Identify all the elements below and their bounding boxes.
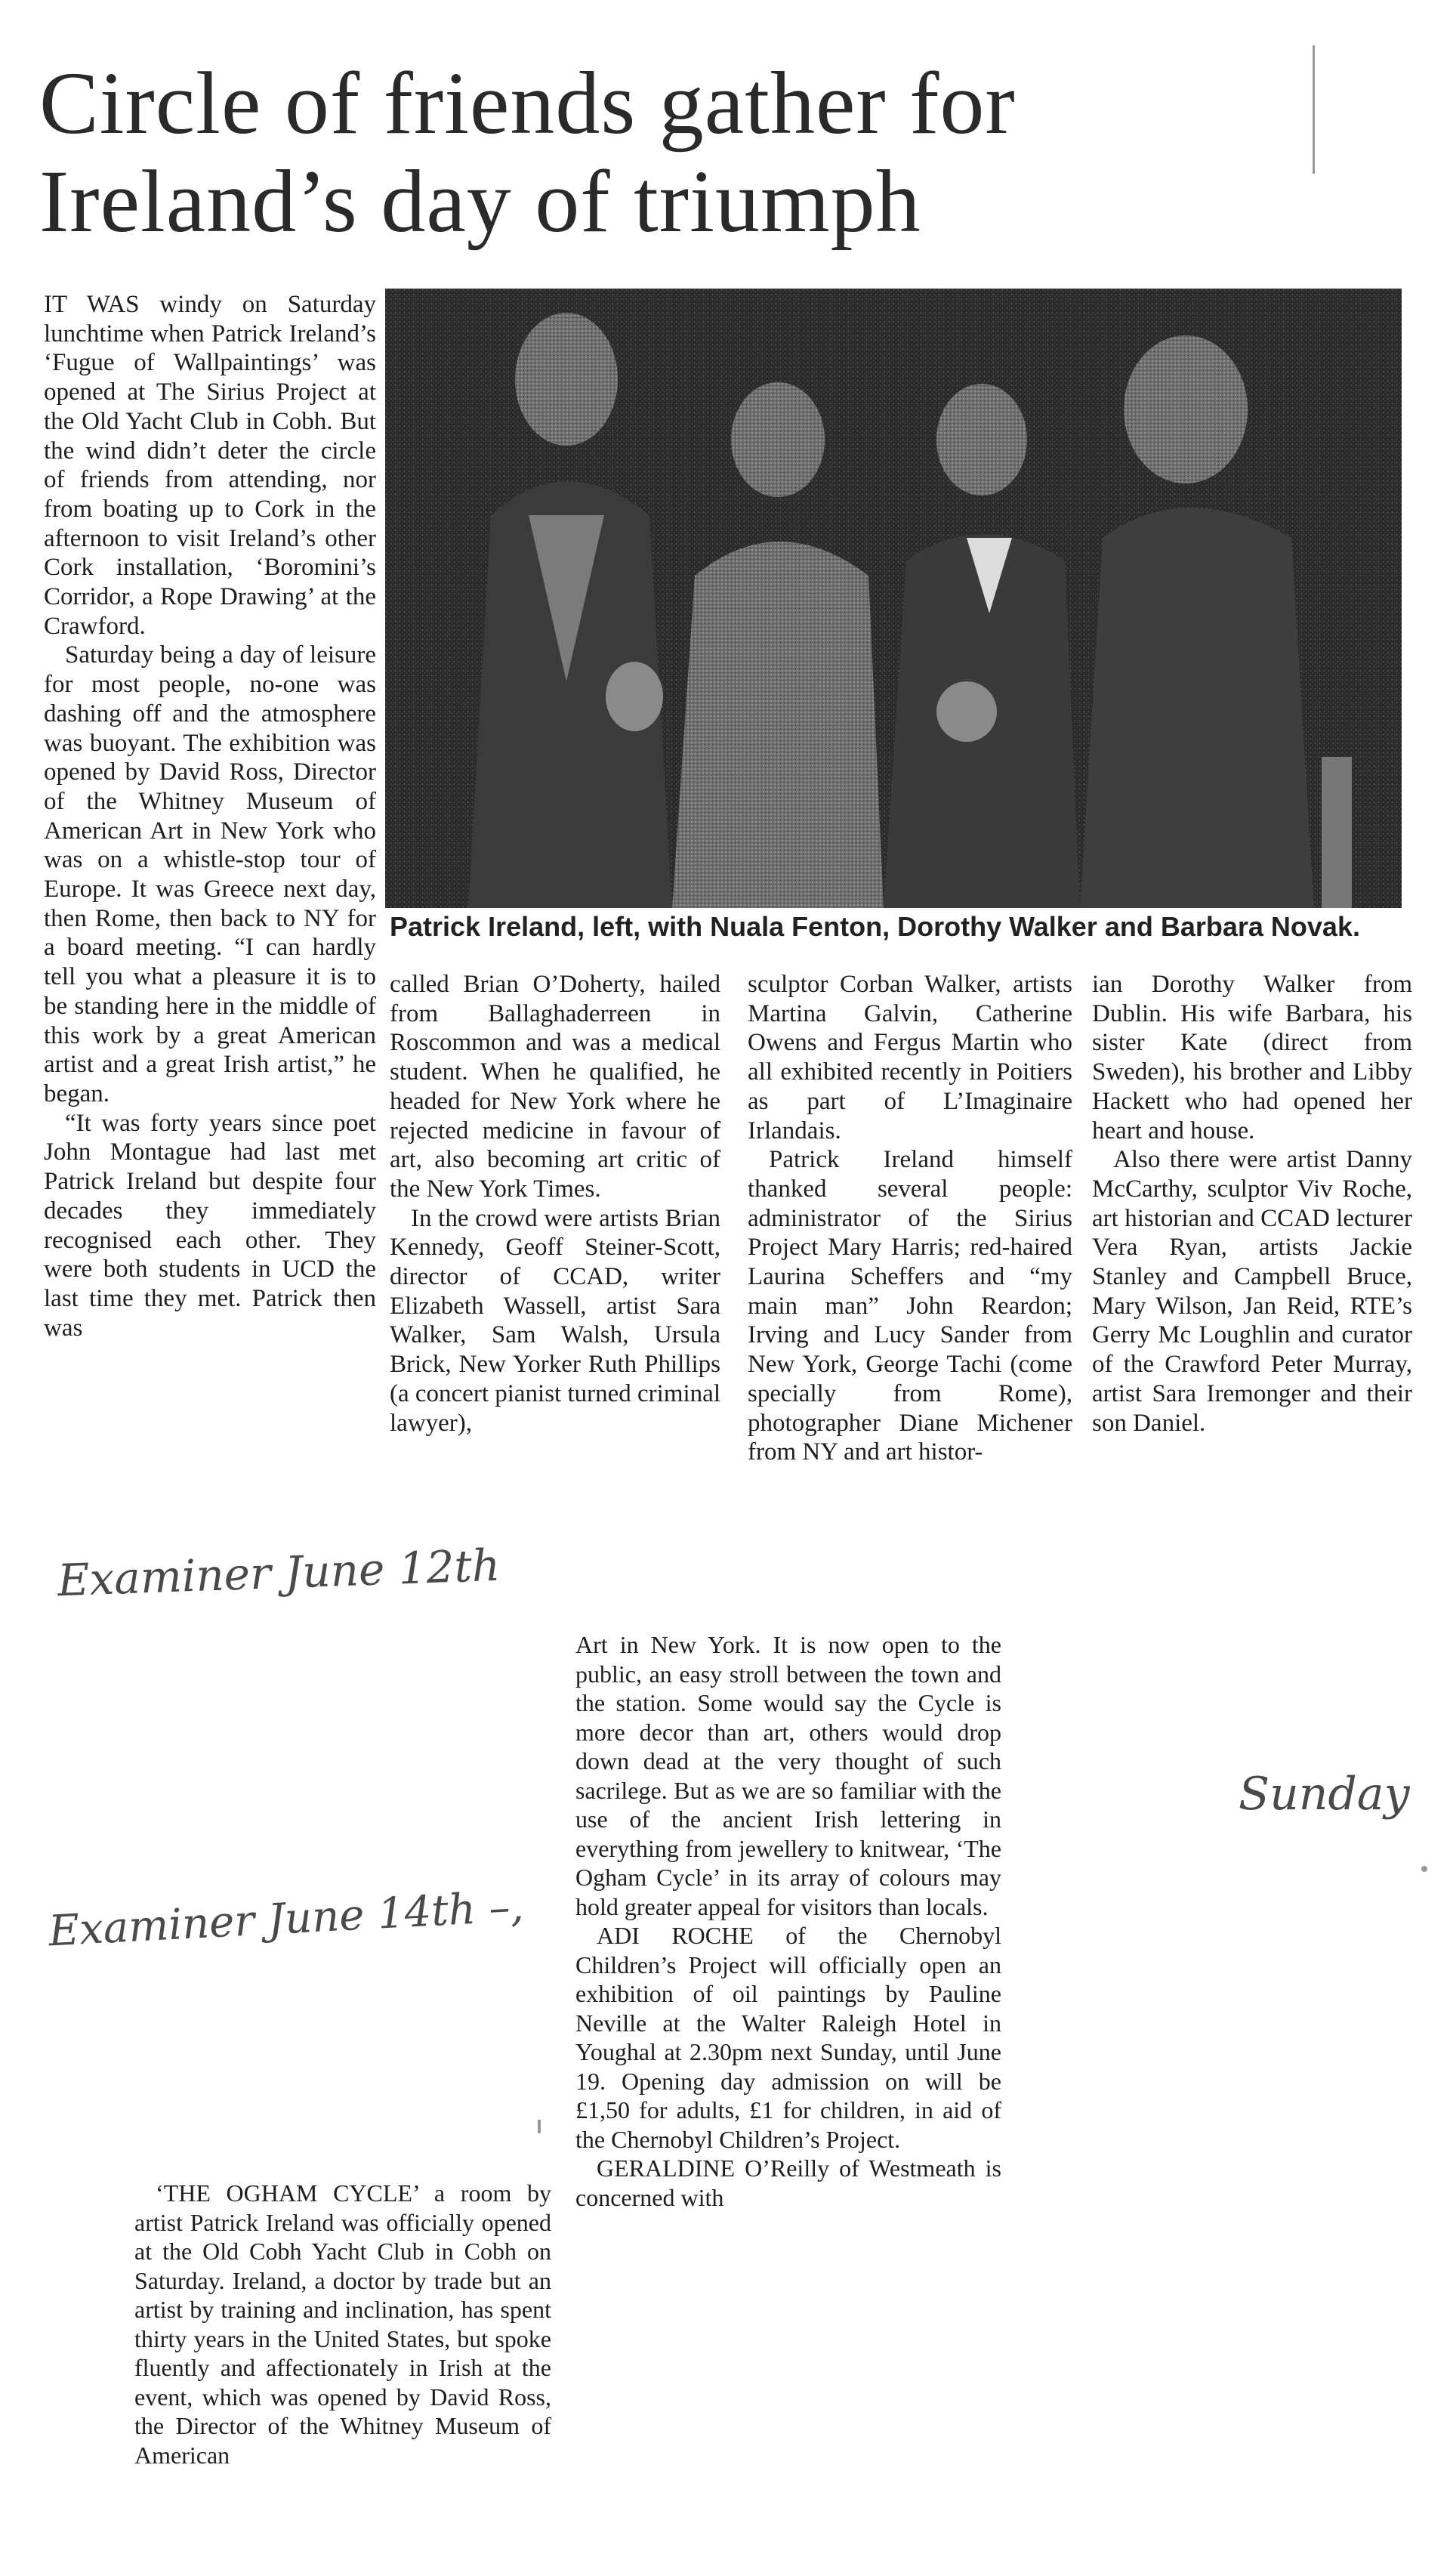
scan-dot-2 [538, 2120, 541, 2133]
handwritten-note-sunday: Sunday [1239, 1768, 1410, 1821]
photo [385, 289, 1402, 908]
article-column-1 [44, 290, 376, 1342]
scan-dot [1421, 1866, 1427, 1872]
clipping-2-right-paragraph-2: ADI ROCHE of the Chernobyl Children’s Project will officially open an exhibition of oil paintings by Pauline Neville at the Walter Raleigh Hotel in Youghal at 2.30pm next Sunday, until June 19. Opening day admission on will be £1,50 for adults, £1 for children, in aid of the Chernobyl Children’s Project. [575, 1922, 1001, 2153]
col1-paragraph-1: IT WAS windy on Saturday lunchtime when Patrick Ireland’s ‘Fugue of Wallpaintings’ was opened at The Sirius Project at the Old Yacht Club in Cobh. But the wind didn’t deter the circle of friends from attending, nor from boating up to Cork in the afternoon to visit Ireland’s other Cork installation, ‘Boromini’s Corridor, a Rope Drawing’ at the Crawford. [44, 291, 376, 640]
col3-paragraph-2: Patrick Ireland himself thanked several people: administrator of the Sirius Project Mary Harris; red-haired Laurina Scheffers and “my main man” John Reardon; Irving and Lucy Sander from New York, George Tachi (come specially from Rome), photographer Diane Michener from NY and art histor- [748, 1146, 1072, 1466]
scan-edge-mark [1313, 45, 1315, 174]
handwritten-note-examiner-june-14: Examiner June 14th –, [47, 1882, 525, 1957]
col2-paragraph-1: called Brian O’Doherty, hailed from Ballaghaderreen in Roscommon and was a medical student. When he qualified, he headed for New York where he rejected medicine in favour of art, also becoming art critic of the New York Times. [390, 971, 720, 1203]
col2-paragraph-2: In the crowd were artists Brian Kennedy, Geoff Steiner-Scott, director of CCAD, writer Elizabeth Wassell, artist Sara Walker, Sam Walsh, Ursula Brick, New Yorker Ruth Phillips (a concert pianist turned criminal lawyer), [390, 1204, 720, 1437]
headline-line-2: Ireland’s day of triumph [39, 152, 921, 251]
clipping-2-right-paragraph-3: GERALDINE O’Reilly of Westmeath is concerned with [575, 2154, 1001, 2211]
headline [39, 54, 1338, 251]
article-column-4 [1092, 970, 1412, 1438]
col1-paragraph-3: “It was forty years since poet John Montague had last met Patrick Ireland but despite four decades they immediately recognised each other. They were both students in UCD the last time they met. Patrick then was [44, 1109, 376, 1342]
col4-paragraph-1: ian Dorothy Walker from Dublin. His wife Barbara, his sister Kate (direct from Sweden), his brother and Libby Hackett who had opened her heart and house. [1092, 971, 1412, 1144]
clipping-2-left-column [134, 2179, 551, 2469]
clipping-2-right-column [575, 1630, 1001, 2212]
clipping-2-right-paragraph-1: Art in New York. It is now open to the public, an easy stroll between the town and the station. Some would say the Cycle is more decor than art, others would drop down dead at the very thought of such sacrilege. But as we are so familiar with the use of the ancient Irish lettering in everything from jewellery to knitwear, ‘The Ogham Cycle’ in its array of colours may hold greater appeal for visitors than locals. [575, 1631, 1001, 1920]
photo-figures [385, 289, 1402, 908]
handwritten-note-examiner-june-12: Examiner June 12th [56, 1539, 501, 1607]
headline-line-1: Circle of friends gather for [39, 54, 1016, 153]
col1-paragraph-2: Saturday being a day of leisure for most people, no-one was dashing off and the atmosphere was buoyant. The exhibition was opened by David Ross, Director of the Whitney Museum of American Art in New York who was on a whistle-stop tour of Europe. It was Greece next day, then Rome, then back to NY for a board meeting. “I can hardly tell you what a pleasure it is to be standing here in the middle of this work by a great American artist and a great Irish artist,” he began. [44, 641, 376, 1107]
col3-paragraph-1: sculptor Corban Walker, artists Martina Galvin, Catherine Owens and Fergus Martin who all exhibited recently in Poitiers as part of L’Imaginaire Irlandais. [748, 971, 1072, 1144]
col4-paragraph-2: Also there were artist Danny McCarthy, sculptor Viv Roche, art historian and CCAD lecturer Vera Ryan, artists Jackie Stanley and Campbell Bruce, Mary Wilson, Jan Reid, RTE’s Gerry Mc Loughlin and curator of the Crawford Peter Murray, artist Sara Iremonger and their son Daniel. [1092, 1146, 1412, 1437]
article-column-3 [748, 970, 1072, 1467]
photo-caption: Patrick Ireland, left, with Nuala Fenton, Dorothy Walker and Barbara Novak. [390, 911, 1360, 942]
clipping-2-left-paragraph: ‘THE OGHAM CYCLE’ a room by artist Patrick Ireland was officially opened at the Old Cobh Yacht Club in Cobh on Saturday. Ireland, a doctor by trade but an artist by training and inclination, has spent thirty years in the United States, but spoke fluently and affectionately in Irish at the event, which was opened by David Ross, the Director of the Whitney Museum of American [134, 2179, 551, 2469]
article-column-2 [390, 970, 720, 1438]
